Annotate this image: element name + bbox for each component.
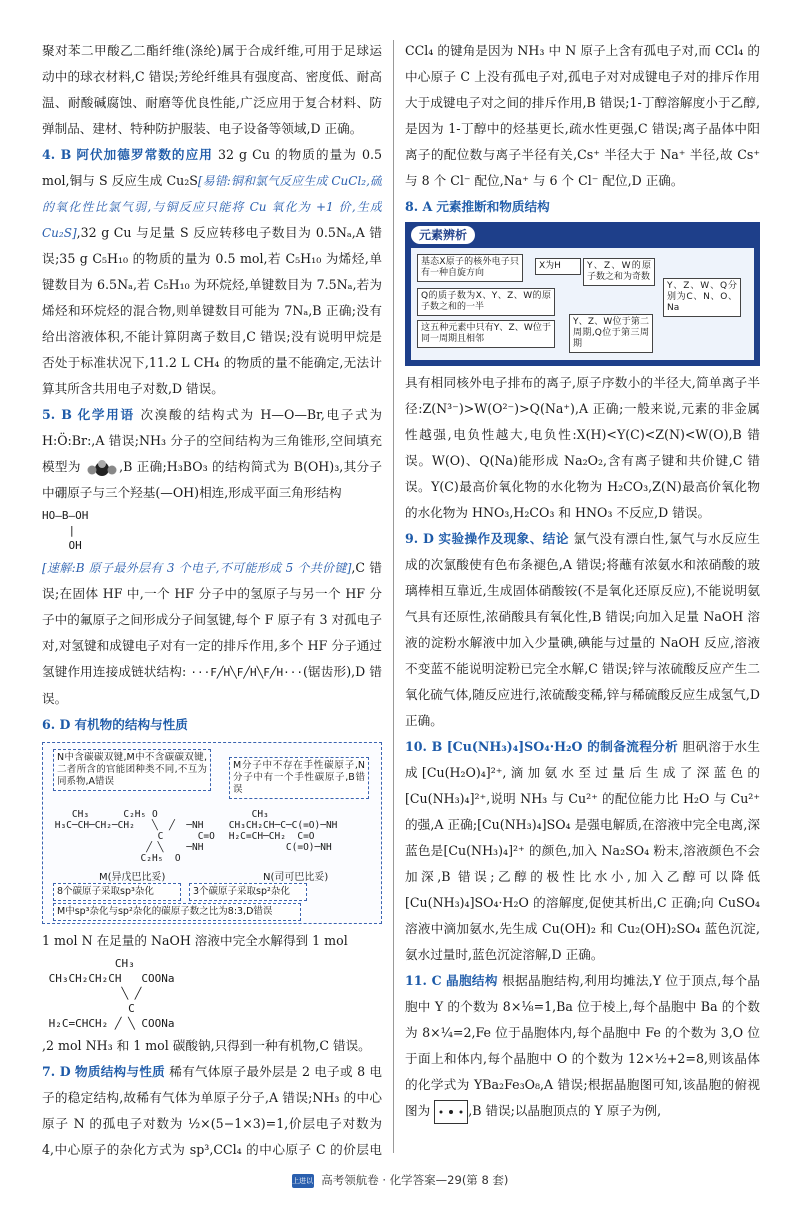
- element-analysis-tag: 元素辨析: [411, 226, 475, 244]
- element-analysis-panel: [405, 222, 760, 366]
- element-analysis-flow: [411, 248, 754, 360]
- answer-10-topic: [Cu(NH₃)₄]SO₄·H₂O 的制备流程分析: [446, 739, 679, 754]
- answer-7-topic: 物质结构与性质: [74, 1064, 165, 1079]
- answer-4-note: [易错:铜和氯气反应生成 CuCl₂,硫的氧化性比氯气弱,与铜反应只能将 Cu 氧化为 +1 价,生成 Cu₂S]: [42, 174, 382, 240]
- answer-8-number: 8. A: [405, 199, 433, 214]
- flow-box-2: X为H: [535, 258, 581, 275]
- answer-6: [42, 712, 382, 738]
- answer-5-text-d: (锯齿形),D 错误。: [42, 664, 382, 706]
- paragraph-3-end: 聚对苯二甲酸乙二酯纤维(涤纶)属于合成纤维,可用于足球运动中的球衣材料,C 错误;芳纶纤维具有强度高、密度低、耐高温、耐酸碱腐蚀、耐磨等优良性能,广泛应用于复合材料、防弹制品、建材、特种防护服装、电子设备等领域,D 正确。: [42, 43, 382, 136]
- publisher-logo-icon: 上进以真题 千秋真题: [292, 1174, 314, 1188]
- flow-box-5: 这五种元素中只有Y、Z、W位于同一周期且相邻: [417, 320, 555, 348]
- answer-5-cont: [42, 555, 382, 712]
- answer-7-cont: CCl₄ 的键角是因为 NH₃ 中 N 原子上含有孤电子对,而 CCl₄ 的中心原子 C 上没有孤电子对,孤电子对对成键电子对的排斥作用大于成键电子对之间的排斥作用,B 错误;1-丁醇溶解度小于乙醇,是因为 1-丁醇中的烃基更长,疏水性更强,C 错误;离子晶体中阳离子的配位数与离子半径有关,Cs⁺ 半径大于 Na⁺ 半径,故 Cs⁺ 与 8 个 Cl⁻ 配位,Na⁺ 与 6 个 Cl⁻ 配位,D 正确。: [405, 43, 760, 188]
- answer-11-number: 11. C: [405, 973, 442, 988]
- answer-6-number: 6. D: [42, 717, 71, 732]
- answer-11: [405, 968, 760, 1124]
- answer-7-text-a: 稀有气体原子最外层是 2 电子或 8 电子的稳定结构,故稀有气体为单原子分子,A 错误;NH₃ 的中心原子 N 的孤电子对数为 ½×(5−1×3)=1,价层电子对数为 4,中心原子的杂化方式为 sp³,CCl₄ 的中心原子 C 的价层电: [42, 1064, 382, 1157]
- boric-acid-structure: HO—B—OH | OH: [42, 509, 89, 552]
- answer-5-note: [速解:B 原子最外层有 3 个电子,不可能形成 5 个共价键]: [42, 561, 352, 575]
- figure-note-e: M中sp³杂化与sp²杂化的碳原子数之比为8:3,D错误: [53, 903, 301, 921]
- flow-box-3: Q的质子数为X、Y、Z、W的原子数之和的一半: [417, 288, 555, 316]
- answer-9: [405, 526, 760, 734]
- answer-5-topic: 化学用语: [77, 407, 135, 422]
- answer-5-text-c: ,C 错误;在固体 HF 中,一个 HF 分子中的氢原子与另一个 HF 分子中的氟原子之间形成分子间氢键,每个 F 原子有 3 对孤电子对,对氢键和成键电子对有一定的排斥作用,多个 HF 分子通过氢键作用连接成链状结构:: [42, 560, 382, 679]
- answer-4: [42, 142, 382, 402]
- figure-note-b: M分子中不存在手性碳原子,N分子中有一个手性碳原子,B错误: [229, 757, 369, 799]
- answer-6-topic: 有机物的结构与性质: [74, 717, 188, 732]
- answer-11-topic: 晶胞结构: [446, 973, 498, 988]
- left-column: [42, 38, 382, 1157]
- answer-5-text-a: 次溴酸的结构式为 H—O—Br,电子式为 H:Ö:Br:,A 错误;NH₃ 分子的空间结构为三角锥形,空间填充模型为: [42, 407, 382, 474]
- caption-m: M(异戊巴比妥): [99, 872, 166, 883]
- answer-6-text: [42, 928, 382, 954]
- page-footer: [0, 1172, 800, 1227]
- right-column: [405, 38, 760, 1157]
- answer-8-text: 具有相同核外电子排布的离子,原子序数小的半径大,简单离子半径:Z(N³⁻)>W(O²⁻)>Q(Na⁺),A 正确;一般来说,元素的非金属性越强,电负性越大,电负性:X(H)<Y(C)<Z(N)<W(O),B 错误。W(O)、Q(Na)能形成 Na₂O₂,含有离子键和共价键,C 错误。Y(C)最高价氧化物的水化物为 H₂CO₃,Z(N)最高价氧化物的水化物为 HNO₃,H₂CO₃ 和 HNO₃ 不反应,D 错误。: [405, 375, 760, 520]
- answer-6-text-a: 1 mol N 在足量的 NaOH 溶液中完全水解得到 1 mol: [42, 933, 348, 948]
- answer-8-topic: 元素推断和物质结构: [436, 199, 550, 214]
- answer-5-number: 5. B: [42, 407, 72, 422]
- answer-4-topic: 阿伏加德罗常数的应用: [76, 147, 213, 162]
- figure-note-c: 8个碳原子采取sp³杂化: [53, 883, 181, 901]
- answer-9-topic: 实验操作及现象、结论: [438, 531, 569, 546]
- flow-box-7: Y、Z、W、Q分别为C、N、O、Na: [663, 278, 741, 317]
- answer-7-number: 7. D: [42, 1064, 71, 1079]
- flow-box-1: 基态X原子的核外电子只有一种自旋方向: [417, 254, 523, 282]
- answer-9-number: 9. D: [405, 531, 434, 546]
- hydrolysis-product-structure: CH₃ CH₃CH₂CH₂CH COONa ╲ ╱ C H₂C=CHCH₂ ╱ ╲ COONa: [48, 957, 175, 1030]
- flow-box-4: Y、Z、W的原子数之和为奇数: [583, 258, 655, 286]
- answer-11-text-a: 根据晶胞结构,利用均摊法,Y 位于顶点,每个晶胞中 Y 的个数为 8×⅛=1,Ba 位于棱上,每个晶胞中 Ba 的个数为 8×¼=2,Fe 位于晶胞体内,每个晶胞中 Fe 的个数为 3,O 位于面上和体内,每个晶胞中 O 的个数为 12×½+2=8,则该晶体的化学式为 YBa₂Fe₃O₈,A 错误;根据晶胞图可知,该晶胞的俯视图为: [405, 973, 760, 1118]
- answer-4-number: 4. B: [42, 147, 72, 162]
- answer-4-text-a: 32 g Cu 的物质的量为 0.5 mol,铜与 S 反应生成 Cu₂S: [42, 147, 382, 188]
- answer-6-text-b: ,2 mol NH₃ 和 1 mol 碳酸钠,只得到一种有机物,C 错误。: [42, 1038, 371, 1053]
- answer-10: [405, 734, 760, 968]
- footer-text: 高考领航卷 · 化学答案—29(第 8 套): [321, 1173, 509, 1187]
- molecule-m: CH₃ C₂H₅ O H₃C─CH─CH₂─CH₂ ╲ ╱ ─NH C C=O ╱ ╲ ─NH C₂H₅ O: [54, 809, 215, 864]
- answer-10-number: 10. B: [405, 739, 443, 754]
- crystal-top-view-icon: [434, 1100, 468, 1124]
- answer-5: [42, 402, 382, 506]
- caption-n: N(司可巴比妥): [263, 872, 329, 883]
- column-divider: [393, 40, 394, 1153]
- answer-9-text: 氯气没有漂白性,氯气与水反应生成的次氯酸使有色布条褪色,A 错误;将蘸有浓氨水和浓硝酸的玻璃棒相互靠近,生成固体硝酸铵(不是氧化还原反应),不能说明氨气具有还原性,浓硝酸具有氧化性,B 错误;向加入足量 NaOH 溶液的淀粉水解液中加入少量碘,碘能与过量的 NaOH 反应,溶液不变蓝不能说明淀粉已完全水解,C 错误;锌与浓硫酸反应产生二氧化硫气体,随反应进行,浓硫酸变稀,锌与稀硫酸反应生成氢气,D 正确。: [405, 531, 760, 728]
- hf-chain-structure: ···F╱H╲F╱H╲F╱H···: [190, 666, 303, 679]
- answer-4-text-b: ,32 g Cu 与足量 S 反应转移电子数目为 0.5Nₐ,A 错误;35 g C₅H₁₀ 的物质的量为 0.5 mol,若 C₅H₁₀ 为烯烃,单键数目为 6.5Nₐ,若 C₅H₁₀ 为环烷烃,单键数目为 7.5Nₐ,若为烯烃和环烷烃的混合物,则单键数目可能为 7Nₐ,B 正确;没有给出溶液体积,不能计算阴离子数目,C 错误;没有说明甲烷是否处于标准状况下,11.2 L CH₄ 的物质的量不能确定,无法计算其所含共用电子对数,D 错误。: [42, 225, 382, 396]
- nh3-space-filling-model-icon: [85, 460, 119, 476]
- figure-note-a: N中含碳碳双键,M中不含碳碳双键,二者所含的官能团种类不同,不互为同系物,A错误: [53, 749, 211, 791]
- answer-6-text-cont: [42, 1033, 382, 1059]
- answer-8: [405, 194, 760, 220]
- organic-structure-figure: [42, 742, 382, 924]
- answer-7: [42, 1059, 382, 1157]
- figure-note-d: 3个碳原子采取sp²杂化: [189, 883, 307, 901]
- answer-11-text-b: ,B 错误;以晶胞顶点的 Y 原子为例,: [468, 1103, 662, 1118]
- answer-5-text-b: ,B 正确;H₃BO₃ 的结构简式为 B(OH)₃,其分子中硼原子与三个羟基(—OH)相连,形成平面三角形结构: [42, 459, 382, 500]
- answer-10-text: 胆矾溶于水生成[Cu(H₂O)₄]²⁺,滴加氨水至过量后生成了深蓝色的[Cu(NH₃)₄]²⁺,说明 NH₃ 与 Cu²⁺ 的配位能力比 H₂O 与 Cu²⁺ 的强,A 正确;[Cu(NH₃)₄]SO₄ 是强电解质,在溶液中完全电离,深蓝色是[Cu(NH₃)₄]²⁺ 的颜色,加入 Na₂SO₄ 粉末,溶液颜色不会加深,B 错误;乙醇的极性比水小,加入乙醇可以降低[Cu(NH₃)₄]SO₄·H₂O 的溶解度,促使其析出,C 正确;向 CuSO₄ 溶液中滴加氨水,先生成 Cu(OH)₂ 和 Cu₂(OH)₂SO₄ 蓝色沉淀,氨水过量时,蓝色沉淀溶解,D 正确。: [405, 739, 760, 962]
- molecule-n: CH₃ CH₃CH₂CH─C─C(=O)─NH H₂C=CH─CH₂ C=O C(=O)─NH: [228, 809, 338, 853]
- flow-box-6: Y、Z、W位于第二周期,Q位于第三周期: [569, 314, 653, 353]
